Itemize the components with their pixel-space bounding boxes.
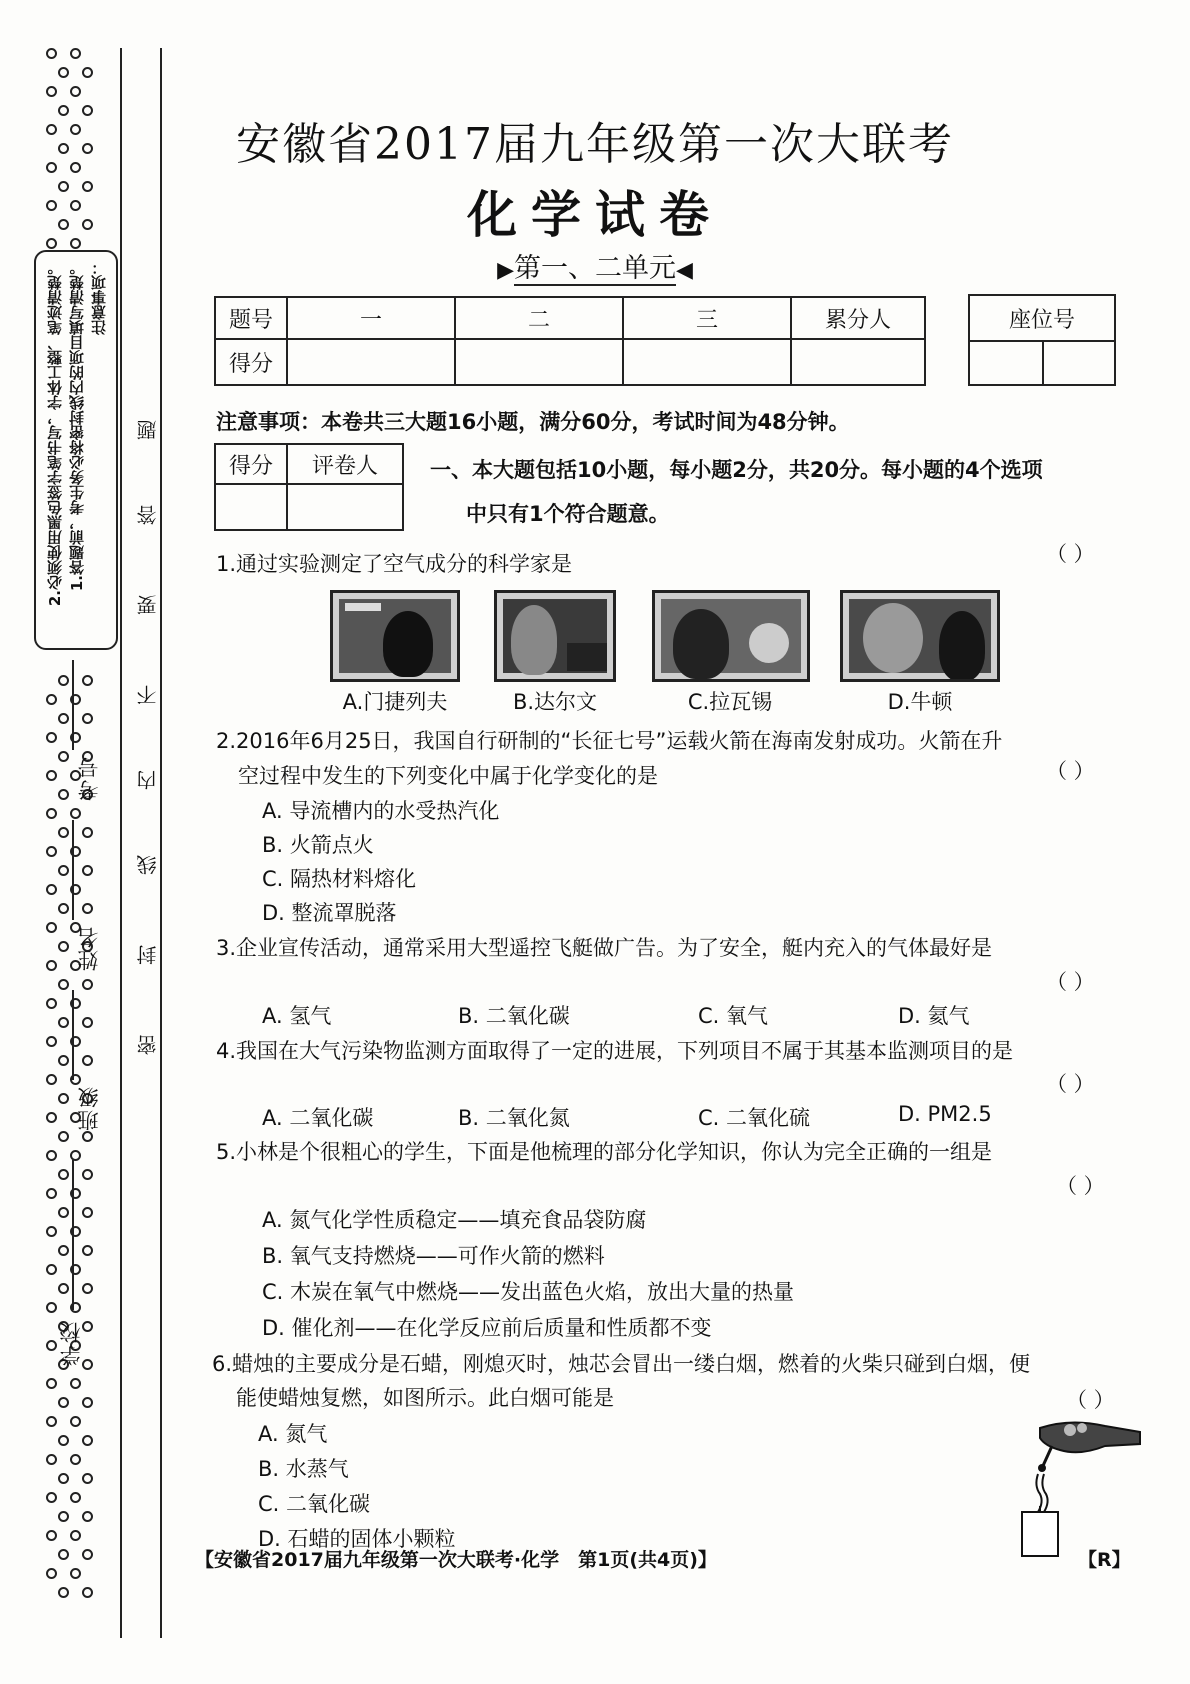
seal-word: 答 bbox=[136, 505, 160, 525]
exam-no-blank[interactable] bbox=[72, 660, 74, 750]
class-blank[interactable] bbox=[72, 990, 74, 1080]
answer-paren-6[interactable]: （ ） bbox=[1066, 1388, 1115, 1412]
exam-notice: 注意事项：本卷共三大题16小题，满分60分，考试时间为48分钟。 bbox=[216, 410, 850, 434]
score-table-header: 题号 bbox=[215, 297, 287, 339]
question-5-option[interactable]: C. 木炭在氧气中燃烧——发出蓝色火焰，放出大量的热量 bbox=[262, 1280, 795, 1304]
section1-instruction-1: 一、本大题包括10小题，每小题2分，共20分。每小题的4个选项 bbox=[430, 458, 1043, 482]
question-4-option[interactable]: D. PM2.5 bbox=[898, 1102, 992, 1126]
seal-word: 封 bbox=[136, 945, 160, 965]
paper-code: 【R】 bbox=[1078, 1549, 1131, 1571]
question-2-option[interactable]: A. 导流槽内的水受热汽化 bbox=[262, 799, 500, 823]
perforation-hole bbox=[46, 48, 57, 59]
question-2-option[interactable]: D. 整流罩脱落 bbox=[262, 901, 397, 925]
perforation-hole bbox=[58, 751, 69, 762]
perforation-hole bbox=[82, 67, 93, 78]
grader-score-label: 得分 bbox=[215, 444, 287, 484]
perforation-hole bbox=[70, 1492, 81, 1503]
score-table-row-label: 得分 bbox=[215, 339, 287, 385]
perforation-hole bbox=[58, 903, 69, 914]
perforation-hole bbox=[58, 675, 69, 686]
subject-title: 化学试卷 bbox=[467, 186, 723, 244]
stamp-newton bbox=[840, 590, 1000, 682]
question-1: 1.通过实验测定了空气成分的科学家是 bbox=[216, 552, 573, 576]
perforation-hole bbox=[46, 1492, 57, 1503]
question-3-option[interactable]: D. 氦气 bbox=[898, 1004, 970, 1028]
score-table-header: 三 bbox=[623, 297, 791, 339]
perforation-hole bbox=[46, 1264, 57, 1275]
perforation-hole bbox=[82, 865, 93, 876]
name-blank[interactable] bbox=[72, 820, 74, 920]
perforation-hole bbox=[70, 1530, 81, 1541]
perforation-hole bbox=[70, 1454, 81, 1465]
perforation-hole bbox=[82, 1397, 93, 1408]
grader-label: 评卷人 bbox=[287, 444, 403, 484]
perforation-hole bbox=[58, 67, 69, 78]
perforation-hole bbox=[46, 1112, 57, 1123]
binding-notice-box bbox=[34, 250, 118, 650]
stamp-mendeleev bbox=[330, 590, 460, 682]
score-table-header: 一 bbox=[287, 297, 455, 339]
stamp-label-b: B.达尔文 bbox=[512, 690, 598, 714]
perforation-hole bbox=[46, 846, 57, 857]
perforation-hole bbox=[46, 808, 57, 819]
seal-line bbox=[160, 48, 162, 1638]
page-footer: 【安徽省2017届九年级第一次大联考·化学 第1页(共4页)】 bbox=[195, 1549, 717, 1571]
perforation-hole bbox=[46, 732, 57, 743]
question-4-option[interactable]: B. 二氧化氮 bbox=[458, 1106, 570, 1130]
perforation-hole bbox=[82, 1055, 93, 1066]
perforation-hole bbox=[82, 675, 93, 686]
perforation-hole bbox=[46, 1150, 57, 1161]
exam-title: 安徽省2017届九年级第一次大联考 bbox=[236, 119, 954, 170]
perforation-hole bbox=[58, 1473, 69, 1484]
perforation-hole bbox=[46, 1378, 57, 1389]
perforation-hole bbox=[58, 1055, 69, 1066]
seat-cell[interactable] bbox=[1043, 341, 1115, 385]
perforation-hole bbox=[46, 1454, 57, 1465]
question-5-option[interactable]: D. 催化剂——在化学反应前后质量和性质都不变 bbox=[262, 1316, 712, 1340]
perforation-hole bbox=[46, 86, 57, 97]
question-5: 5.小林是个很粗心的学生，下面是他梳理的部分化学知识，你认为完全正确的一组是 bbox=[216, 1140, 993, 1164]
perforation-hole bbox=[70, 48, 81, 59]
question-6-option[interactable]: A. 氮气 bbox=[258, 1422, 328, 1446]
stamp-lavoisier bbox=[652, 590, 810, 682]
score-table-header: 二 bbox=[455, 297, 623, 339]
perforation-hole bbox=[58, 1093, 69, 1104]
seal-word: 密 bbox=[136, 1035, 160, 1055]
seat-label: 座位号 bbox=[969, 295, 1115, 341]
exam-no-label: 考号 bbox=[77, 755, 101, 801]
unit-label: 第一、二单元 bbox=[514, 253, 676, 284]
perforation-hole bbox=[46, 1530, 57, 1541]
perforation-hole bbox=[58, 1207, 69, 1218]
perforation-hole bbox=[82, 1473, 93, 1484]
school-label: 学校 bbox=[59, 1320, 83, 1366]
perforation-hole bbox=[46, 1074, 57, 1085]
perforation-hole bbox=[70, 808, 81, 819]
answer-paren-5[interactable]: （ ） bbox=[1056, 1174, 1105, 1198]
question-4-option[interactable]: A. 二氧化碳 bbox=[262, 1106, 374, 1130]
perforation-hole bbox=[82, 1245, 93, 1256]
answer-paren-3[interactable]: （ ） bbox=[1046, 970, 1095, 994]
perforation-hole bbox=[58, 1587, 69, 1598]
perforation-hole bbox=[82, 1169, 93, 1180]
question-2-option[interactable]: B. 火箭点火 bbox=[262, 833, 374, 857]
perforation-hole bbox=[58, 1131, 69, 1142]
seat-table bbox=[968, 294, 1116, 386]
margin-line-outer bbox=[120, 48, 122, 1638]
perforation-hole bbox=[58, 1511, 69, 1522]
perforation-hole bbox=[46, 694, 57, 705]
perforation-hole bbox=[58, 979, 69, 990]
question-5-option[interactable]: A. 氮气化学性质稳定——填充食品袋防腐 bbox=[262, 1208, 647, 1232]
question-2-line-1: 2.2016年6月25日，我国自行研制的“长征七号”运载火箭在海南发射成功。火箭在升 bbox=[216, 729, 1003, 753]
perforation-hole bbox=[82, 1131, 93, 1142]
stamp-label-c: C.拉瓦锡 bbox=[687, 690, 773, 714]
perforation-hole bbox=[82, 979, 93, 990]
question-4: 4.我国在大气污染物监测方面取得了一定的进展，下列项目不属于其基本监测项目的是 bbox=[216, 1039, 1014, 1063]
seal-word: 不 bbox=[136, 685, 160, 705]
perforation-hole bbox=[46, 1416, 57, 1427]
perforation-hole bbox=[70, 1378, 81, 1389]
perforation-hole bbox=[46, 1188, 57, 1199]
question-3: 3.企业宣传活动，通常采用大型遥控飞艇做广告。为了安全，艇内充入的气体最好是 bbox=[216, 936, 993, 960]
name-label: 姓名 bbox=[77, 925, 101, 971]
stamp-label-d: D.牛顿 bbox=[887, 690, 953, 714]
perforation-hole bbox=[58, 865, 69, 876]
question-3-option[interactable]: B. 二氧化碳 bbox=[458, 1004, 570, 1028]
binding-notice-title: 注意事项： bbox=[90, 260, 108, 335]
score-cell[interactable] bbox=[623, 339, 791, 385]
question-6-line-1: 6.蜡烛的主要成分是石蜡，刚熄灭时，烛芯会冒出一缕白烟，燃着的火柴只碰到白烟，便 bbox=[212, 1352, 1031, 1376]
school-blank[interactable] bbox=[72, 1160, 74, 1310]
binding-notice-2: 2.必须使用黑色签字笔书写，字体工整、笔迹清楚。 bbox=[46, 260, 64, 607]
perforation-hole bbox=[58, 941, 69, 952]
seat-cell[interactable] bbox=[969, 341, 1043, 385]
perforation-hole bbox=[58, 1397, 69, 1408]
perforation-hole bbox=[46, 1568, 57, 1579]
perforation-hole bbox=[58, 1017, 69, 1028]
perforation-hole bbox=[58, 1283, 69, 1294]
triangle-right-icon: ▶ bbox=[497, 257, 514, 283]
score-cell[interactable] bbox=[287, 339, 455, 385]
question-5-option[interactable]: B. 氧气支持燃烧——可作火箭的燃料 bbox=[262, 1244, 605, 1268]
answer-paren-2[interactable]: （ ） bbox=[1046, 759, 1095, 783]
perforation-hole bbox=[82, 1435, 93, 1446]
grader-name-cell[interactable] bbox=[287, 484, 403, 530]
question-3-option[interactable]: A. 氢气 bbox=[262, 1004, 332, 1028]
perforation-hole bbox=[70, 86, 81, 97]
perforation-hole bbox=[58, 1245, 69, 1256]
question-2-line-2: 空过程中发生的下列变化中属于化学变化的是 bbox=[238, 764, 658, 788]
perforation-hole bbox=[46, 1226, 57, 1237]
seal-word: 题 bbox=[136, 420, 160, 440]
stamp-label-a: A.门捷列夫 bbox=[342, 690, 448, 714]
perforation-hole bbox=[46, 922, 57, 933]
triangle-left-icon: ◀ bbox=[676, 257, 693, 283]
perforation-hole bbox=[58, 827, 69, 838]
stamp-darwin bbox=[494, 590, 616, 682]
perforation-hole bbox=[58, 1549, 69, 1560]
perforation-hole bbox=[70, 1416, 81, 1427]
answer-paren-1[interactable]: （ ） bbox=[1046, 542, 1095, 566]
perforation-hole bbox=[46, 1036, 57, 1047]
question-4-option[interactable]: C. 二氧化硫 bbox=[698, 1106, 811, 1130]
perforation-hole bbox=[58, 789, 69, 800]
unit-banner bbox=[0, 246, 1190, 285]
answer-paren-4[interactable]: （ ） bbox=[1046, 1072, 1095, 1096]
perforation-hole bbox=[46, 770, 57, 781]
question-6-option[interactable]: B. 水蒸气 bbox=[258, 1457, 349, 1481]
perforation-hole bbox=[82, 1207, 93, 1218]
perforation-hole bbox=[70, 1568, 81, 1579]
perforation-hole bbox=[46, 1302, 57, 1313]
score-table bbox=[214, 296, 926, 386]
question-2-option[interactable]: C. 隔热材料熔化 bbox=[262, 867, 417, 891]
score-cell[interactable] bbox=[455, 339, 623, 385]
perforation-hole bbox=[46, 884, 57, 895]
perforation-hole bbox=[58, 1435, 69, 1446]
perforation-hole bbox=[82, 1017, 93, 1028]
perforation-hole bbox=[82, 1549, 93, 1560]
perforation-hole bbox=[58, 713, 69, 724]
section1-instruction-2: 中只有1个符合题意。 bbox=[466, 502, 670, 526]
perforation-hole bbox=[82, 1511, 93, 1522]
grader-table bbox=[214, 443, 404, 531]
question-6-option[interactable]: C. 二氧化碳 bbox=[258, 1492, 371, 1516]
score-cell[interactable] bbox=[791, 339, 925, 385]
perforation-hole bbox=[82, 713, 93, 724]
perforation-hole bbox=[46, 998, 57, 1009]
perforation-hole bbox=[46, 960, 57, 971]
question-6-option[interactable]: D. 石蜡的固体小颗粒 bbox=[258, 1527, 456, 1551]
seal-word: 线 bbox=[136, 855, 160, 875]
grader-score-cell[interactable] bbox=[215, 484, 287, 530]
seal-word: 要 bbox=[136, 595, 160, 615]
candle-illustration bbox=[1000, 1408, 1150, 1560]
seal-word: 内 bbox=[136, 770, 160, 790]
score-table-header: 累分人 bbox=[791, 297, 925, 339]
perforation-hole bbox=[58, 1169, 69, 1180]
binding-notice-1: 1.答题前，考生务必将密封线内的项目填写清楚。 bbox=[68, 260, 86, 592]
perforation-hole bbox=[82, 1283, 93, 1294]
question-3-option[interactable]: C. 氧气 bbox=[698, 1004, 769, 1028]
class-label: 班级 bbox=[77, 1085, 101, 1131]
perforation-hole bbox=[82, 903, 93, 914]
question-6-line-2: 能使蜡烛复燃，如图所示。此白烟可能是 bbox=[236, 1386, 614, 1410]
perforation-hole bbox=[82, 827, 93, 838]
perforation-hole bbox=[82, 1587, 93, 1598]
